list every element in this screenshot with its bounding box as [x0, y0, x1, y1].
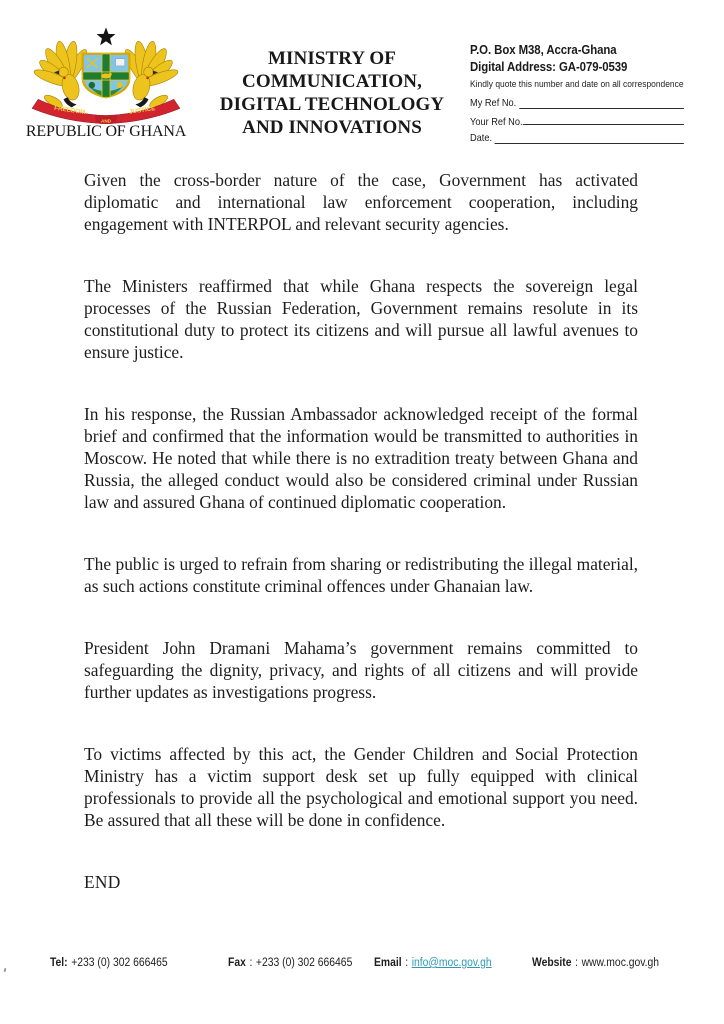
fax-value: +233 (0) 302 666465: [255, 957, 353, 969]
my-ref-row: [470, 97, 684, 110]
footer-tel: [50, 957, 168, 969]
tel-label: Tel:: [50, 957, 68, 969]
republic-of-ghana-label: REPUBLIC OF GHANA: [25, 123, 187, 140]
ministry-title: [203, 47, 461, 139]
my-ref-label: My Ref No.: [470, 97, 517, 109]
your-ref-row: [470, 116, 684, 129]
shield-icon: [83, 54, 130, 98]
body-paragraph: The Ministers reaffirmed that while Ghana respects the sovereign legal processes of the Russian Federation, Government remains resolute in its constitutional duty to protect its citizens and will pursue all lawful avenues to ensure justice.: [84, 276, 638, 362]
body-paragraph: In his response, the Russian Ambassador acknowledged receipt of the formal brief and confirmed that the information would be transmitted to authorities in Moscow. He noted that while there is no extradition treaty between Ghana and Russia, the alleged conduct would also be considered criminal under Russian law and assured Ghana of continued diplomatic cooperation.: [84, 404, 638, 512]
your-ref-label: Your Ref No.: [470, 116, 523, 128]
ribbon-freedom-label: FREEDOM: [53, 104, 86, 117]
email-colon: :: [405, 957, 409, 969]
fax-colon: :: [249, 957, 253, 969]
tel-value: +233 (0) 302 666465: [71, 957, 168, 969]
ministry-title-line: DIGITAL TECHNOLOGY: [219, 94, 445, 115]
email-label: Email: [374, 957, 402, 969]
letterhead-contact-block: [470, 42, 684, 145]
date-label: Date.: [470, 132, 493, 144]
body-paragraph: To victims affected by this act, the Gender Children and Social Protection Ministry has a victim support desk set up fully equipped with clinical professionals to provide all the psychological and emotional support you need. Be assured that all these will be done in confidence.: [84, 744, 638, 830]
website-colon: :: [575, 957, 578, 969]
po-box-line: P.O. Box M38, Accra-Ghana: [470, 42, 617, 57]
email-link[interactable]: info@moc.gov.gh: [411, 957, 492, 969]
scan-speck: [4, 968, 7, 972]
ghana-coat-of-arms: [24, 26, 188, 124]
footer-fax: [228, 957, 352, 969]
end-marker: END: [84, 872, 121, 892]
fax-label: Fax: [228, 957, 246, 969]
date-blank-line: [495, 143, 684, 144]
ribbon-and-label: AND: [100, 118, 112, 124]
correspondence-note: Kindly quote this number and date on all correspondence: [470, 79, 684, 90]
black-star-icon: [97, 27, 116, 45]
date-row: [470, 132, 684, 145]
document-body: [84, 169, 638, 893]
my-ref-blank-line: [519, 108, 684, 109]
ministry-title-line: COMMUNICATION,: [242, 71, 422, 92]
footer-email: [374, 957, 492, 969]
digital-address-line: Digital Address: GA-079-0539: [470, 58, 628, 74]
footer-website: [532, 957, 659, 969]
ministry-title-line: MINISTRY OF: [268, 48, 396, 69]
body-paragraph: The public is urged to refrain from sharing or redistributing the illegal material, as such actions constitute criminal offences under Ghanaian law.: [84, 554, 638, 596]
your-ref-blank-line: [523, 124, 684, 125]
ministry-title-line: AND INNOVATIONS: [242, 117, 422, 138]
website-value: www.moc.gov.gh: [581, 957, 660, 969]
coat-of-arms-graphic: [24, 26, 188, 124]
body-paragraph: President John Dramani Mahama’s government remains committed to safeguarding the dignity, privacy, and rights of all citizens and will provide further updates as investigations progress.: [84, 638, 638, 702]
website-label: Website: [532, 957, 572, 969]
ribbon-justice-label: JUSTICE: [128, 105, 156, 116]
body-paragraph: Given the cross-border nature of the case, Government has activated diplomatic and international law enforcement cooperation, including engagement with INTERPOL and relevant security agencies.: [84, 170, 638, 234]
